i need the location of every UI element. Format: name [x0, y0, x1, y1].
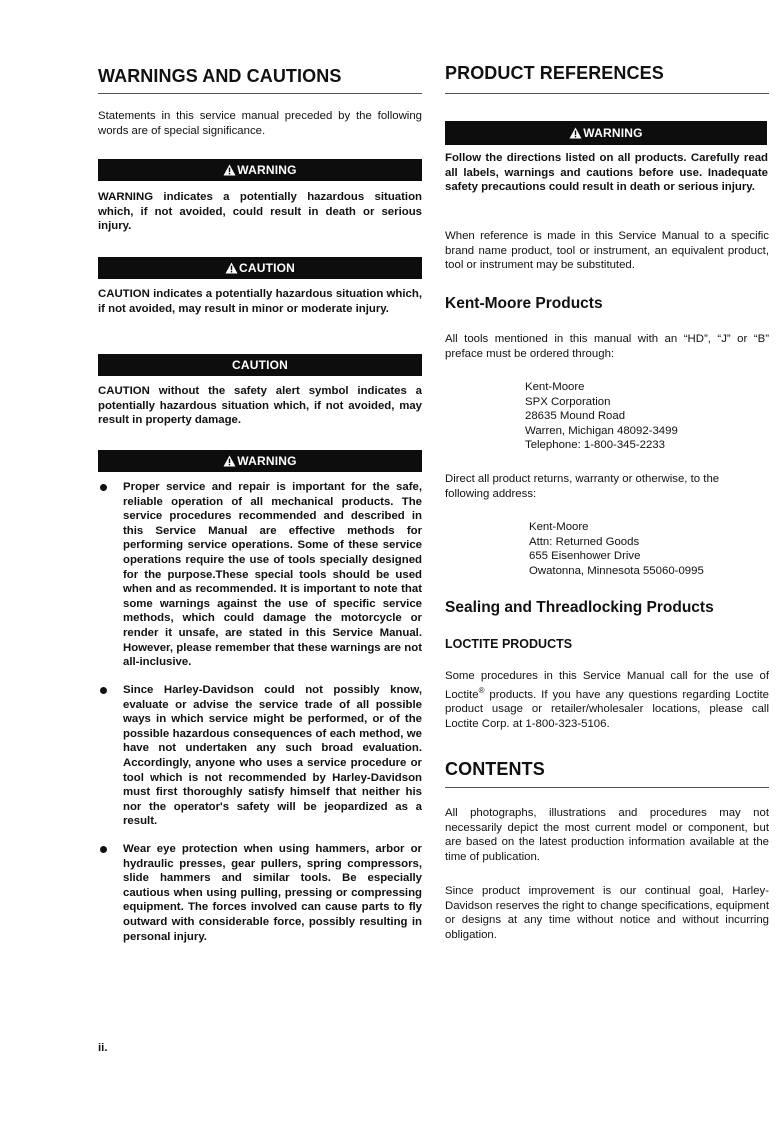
returns-address: [529, 520, 704, 578]
alert-triangle-icon: [225, 262, 238, 277]
caution-plain-bar: [98, 354, 422, 376]
bullet-dot: [100, 484, 107, 491]
caution-definition: CAUTION indicates a potentially hazardous situation which, if not avoided, may result in minor or moderate injury.: [98, 288, 422, 315]
bullet-text: Proper service and repair is important for the safe, reliable operation of all mechanical products. The service procedures recommended and described in this Service Manual are effective methods for performing service operations. Some of these service operations require the use of tools specially designed for the purpose.These special tools should be used when and as recommended. It is important to note that some warnings against the use of specific service methods, which could damage the motorcycle or render it unsafe, are stated in this Service Manual. However, please remember that these warnings are not all-inclusive.: [123, 481, 422, 669]
alert-triangle-icon: [223, 455, 236, 470]
bullet-text: Since Harley-Davidson could not possibly know, evaluate or advise the service trade of all possible ways in which service might be performed, or of the possible hazardous consequences of each method, we have not undertaken any such broad evaluation. Accordingly, anyone who uses a service procedure or tool which is not recommended by Harley-Davidson must first thoroughly satisfy himself that neither his nor the operator's safety will be jeopardized as a result.: [123, 684, 422, 828]
sealing-heading: Sealing and Threadlocking Products: [445, 599, 714, 616]
warning-bar-2: [98, 450, 422, 472]
warning-bar: [98, 159, 422, 181]
page-number: ii.: [98, 1042, 108, 1054]
heading-rule: [445, 787, 769, 788]
alert-triangle-icon: [569, 127, 582, 142]
alert-triangle-icon: [223, 164, 236, 179]
warning-bar-label: WARNING: [237, 163, 297, 177]
kent-moore-heading: Kent-Moore Products: [445, 295, 603, 312]
loctite-text: [445, 669, 769, 731]
address-line: Attn: Returned Goods: [529, 535, 640, 548]
heading-rule: [445, 93, 769, 94]
contents-paragraph-2: Since product improvement is our continual goal, Harley-Davidson reserves the right to change specifications, equipment or designs at any time without notice and without incurring obligation.: [445, 885, 769, 941]
heading-rule: [98, 93, 422, 94]
loctite-text-part: products. If you have any questions regarding Loctite product usage or retailer/wholesaler locations, please call Loctite Corp. at 1-800-323-5106.: [445, 688, 769, 730]
bullet-text: Wear eye protection when using hammers, arbor or hydraulic presses, gear pullers, spring compressors, slide hammers and similar tools. Be especially cautious when using pulling, pressing or compressing equipment. The forces involved can cause parts to fly outward with considerable force, possibly resulting in personal injury.: [123, 843, 422, 943]
list-item: [98, 842, 422, 944]
warning-bar-label: WARNING: [583, 126, 643, 140]
address-line: Kent-Moore: [529, 521, 589, 533]
caution-bar-label: CAUTION: [238, 261, 296, 275]
kent-moore-intro: All tools mentioned in this manual with an “HD”, “J” or “B” preface must be ordered through:: [445, 333, 769, 360]
address-line: SPX Corporation: [525, 395, 611, 408]
list-item: [98, 683, 422, 829]
warning-bar-label: WARNING: [237, 454, 297, 468]
bullet-dot: [100, 846, 107, 853]
bullet-dot: [100, 687, 107, 694]
address-line: Owatonna, Minnesota 55060-0995: [529, 564, 704, 577]
warning-bar: [445, 121, 767, 145]
returns-intro: Direct all product returns, warranty or otherwise, to the following address:: [445, 473, 720, 500]
caution-plain-label: CAUTION: [231, 358, 289, 372]
kent-moore-address: [525, 380, 678, 453]
contents-heading: CONTENTS: [445, 759, 545, 779]
product-references-heading: PRODUCT REFERENCES: [445, 63, 664, 83]
intro-text: Statements in this service manual preceded by the following words are of special significance.: [98, 110, 422, 137]
registered-mark: ®: [478, 685, 485, 695]
list-item: [98, 480, 422, 670]
address-line: 28635 Mound Road: [525, 410, 626, 423]
caution-plain-definition: CAUTION without the safety alert symbol indicates a potentially hazardous situation which, if not avoided, may result in property damage.: [98, 385, 422, 427]
reference-text: When reference is made in this Service Manual to a specific brand name product, tool or instrument, an equivalent product, tool or instrument may be substituted.: [445, 230, 769, 272]
loctite-text-part: Some procedures in this Service Manual call for the use of Loctite: [445, 670, 769, 701]
caution-symbol-bar: [98, 257, 422, 279]
warnings-cautions-heading: WARNINGS AND CAUTIONS: [98, 66, 342, 86]
address-line: Warren, Michigan 48092-3499: [525, 424, 678, 437]
address-line: Kent-Moore: [525, 381, 585, 393]
address-line: 655 Eisenhower Drive: [529, 550, 641, 563]
product-warning-text: Follow the directions listed on all products. Carefully read all labels, warnings and cautions before use. Inadequate safety precautions could result in death or serious injury.: [445, 152, 768, 194]
contents-paragraph-1: All photographs, illustrations and procedures may not necessarily depict the most current model or component, but are based on the latest production information available at the time of publication.: [445, 807, 769, 863]
loctite-heading: LOCTITE PRODUCTS: [445, 637, 573, 651]
warning-definition: WARNING indicates a potentially hazardous situation which, if not avoided, could result in death or serious injury.: [98, 191, 422, 233]
address-line: Telephone: 1-800-345-2233: [525, 439, 665, 452]
